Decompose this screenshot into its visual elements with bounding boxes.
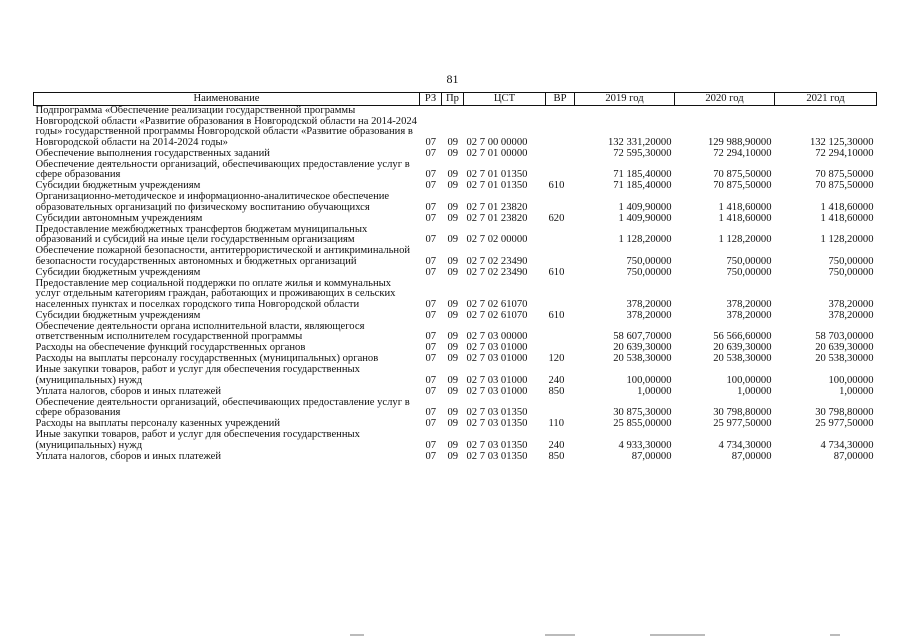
table-row [34, 192, 877, 214]
header-year-2021: 2021 год [775, 93, 877, 106]
cell-name: Расходы на выплаты персоналу государственных (муниципальных) органов [35, 353, 379, 364]
cell-cst: 02 7 01 01350 [466, 180, 528, 191]
cell-rz: 07 [425, 374, 437, 386]
cell-name: Подпрограмма «Обеспечение реализации государственной программы Новгородской области «Развитие образования в Новгородской области на 2014-2024 годы» государственной программы Новгородской области «Развитие образования в Новгородской области на 2014-2024 годы» [35, 105, 417, 148]
cell-2020: 1 418,60000 [718, 212, 772, 224]
cell-vr: 240 [548, 439, 565, 451]
header-year-2020: 2020 год [675, 93, 775, 106]
cell-2019: 378,20000 [626, 309, 672, 321]
table-row [34, 452, 877, 463]
page-number: 81 [446, 72, 459, 86]
cell-name: Уплата налогов, сборов и иных платежей [35, 450, 222, 462]
cell-2021: 132 125,30000 [809, 136, 874, 148]
cell-cst: 02 7 01 01350 [466, 169, 528, 180]
cell-2019: 750,00000 [626, 266, 672, 278]
table-header-row [34, 93, 877, 106]
table-row [34, 149, 877, 160]
header-year-2019: 2019 год [575, 93, 675, 106]
cell-2019: 20 639,30000 [613, 342, 672, 353]
table-row [34, 365, 877, 387]
cell-2019: 72 595,30000 [613, 147, 672, 159]
cell-2021: 70 875,50000 [815, 180, 874, 191]
scan-artifact [830, 634, 840, 636]
budget-table [33, 92, 877, 463]
cell-2021: 378,20000 [828, 309, 874, 321]
cell-2019: 71 185,40000 [613, 169, 672, 180]
cell-rz: 07 [425, 385, 437, 397]
cell-rz: 07 [425, 353, 437, 364]
cell-name: Субсидии бюджетным учреждениям [35, 180, 201, 191]
cell-2021: 30 798,80000 [815, 407, 874, 418]
cell-2020: 129 988,90000 [707, 136, 772, 148]
cell-rz: 07 [425, 309, 437, 321]
cell-name: Уплата налогов, сборов и иных платежей [35, 385, 222, 397]
cell-2019: 71 185,40000 [613, 180, 672, 191]
cell-name: Организационно-методическое и информационно-аналитическое обеспечение образовательных организаций по физическому воспитанию обучающихся [35, 191, 390, 213]
cell-cst: 02 7 01 00000 [466, 147, 528, 159]
table-body [34, 106, 877, 463]
cell-2019: 4 933,30000 [618, 439, 672, 451]
table-row [34, 106, 877, 149]
cell-2021: 20 639,30000 [815, 342, 874, 353]
cell-vr: 240 [548, 374, 565, 386]
table-row [34, 398, 877, 420]
cell-2019: 132 331,20000 [607, 136, 672, 148]
cell-vr [546, 106, 575, 149]
cell-2020: 30 798,80000 [713, 407, 772, 418]
cell-rz: 07 [425, 342, 437, 353]
table-row [34, 279, 877, 311]
cell-name: Обеспечение деятельности организаций, обеспечивающих предоставление услуг в сфере образования [35, 396, 410, 418]
table-row [34, 311, 877, 322]
cell-rz: 07 [425, 147, 437, 159]
cell-vr: 850 [548, 385, 565, 397]
cell-2020: 378,20000 [726, 309, 772, 321]
cell-cst: 02 7 02 61070 [466, 298, 528, 310]
cell-rz: 07 [425, 255, 437, 267]
cell-2021: 72 294,10000 [815, 147, 874, 159]
cell-vr [546, 225, 575, 247]
cell-2020: 70 875,50000 [713, 169, 772, 180]
cell-2020: 70 875,50000 [713, 180, 772, 191]
cell-rz: 07 [425, 407, 437, 418]
cell-rz: 07 [425, 201, 437, 213]
cell-cst: 02 7 03 01000 [466, 342, 528, 353]
cell-2021: 58 703,00000 [815, 331, 874, 342]
header-cst: ЦСТ [464, 93, 546, 106]
cell-2020: 20 639,30000 [713, 342, 772, 353]
cell-vr: 620 [548, 212, 565, 224]
cell-pr: 09 [447, 385, 459, 397]
cell-vr: 610 [548, 180, 565, 191]
cell-name: Иные закупки товаров, работ и услуг для обеспечения государственных (муниципальных) нужд [35, 364, 360, 386]
header-pr: Пр [442, 93, 464, 106]
cell-2020: 87,00000 [731, 450, 772, 462]
cell-pr: 09 [447, 331, 459, 342]
cell-rz: 07 [425, 331, 437, 342]
cell-2019: 1 409,90000 [618, 212, 672, 224]
cell-2019: 25 855,00000 [613, 418, 672, 429]
cell-2020: 25 977,50000 [713, 418, 772, 429]
cell-2019: 378,20000 [626, 298, 672, 310]
cell-2019: 20 538,30000 [613, 353, 672, 364]
cell-2020: 1,00000 [737, 385, 772, 397]
table-row [34, 225, 877, 247]
cell-name: Иные закупки товаров, работ и услуг для обеспечения государственных (муниципальных) нужд [35, 429, 360, 451]
cell-pr: 09 [447, 309, 459, 321]
cell-2019: 87,00000 [631, 450, 672, 462]
cell-vr [546, 322, 575, 344]
cell-vr [546, 398, 575, 420]
cell-name: Обеспечение пожарной безопасности, антитеррористической и антикриминальной безопасности государственных автономных и бюджетных организаций [35, 245, 411, 267]
cell-2021: 4 734,30000 [820, 439, 874, 451]
cell-vr [546, 279, 575, 311]
table-row [34, 387, 877, 398]
cell-2021: 1,00000 [839, 385, 874, 397]
cell-rz: 07 [425, 266, 437, 278]
cell-2019: 100,00000 [626, 374, 672, 386]
cell-2020: 750,00000 [726, 266, 772, 278]
cell-pr: 09 [447, 136, 459, 148]
cell-2019: 750,00000 [626, 255, 672, 267]
cell-rz: 07 [425, 298, 437, 310]
cell-cst: 02 7 03 00000 [466, 331, 528, 342]
cell-vr: 110 [548, 418, 564, 429]
scan-artifact [650, 634, 705, 636]
cell-2019: 1 409,90000 [618, 201, 672, 213]
cell-2020: 378,20000 [726, 298, 772, 310]
cell-rz: 07 [425, 450, 437, 462]
cell-name: Субсидии бюджетным учреждениям [35, 266, 201, 278]
cell-cst: 02 7 03 01350 [466, 407, 528, 418]
cell-2020: 1 418,60000 [718, 201, 772, 213]
cell-cst: 02 7 00 00000 [466, 136, 528, 148]
cell-vr: 610 [548, 266, 565, 278]
cell-rz: 07 [425, 418, 437, 429]
cell-cst: 02 7 01 23820 [466, 201, 528, 213]
cell-name: Расходы на обеспечение функций государственных органов [35, 342, 306, 353]
header-vr: ВР [546, 93, 575, 106]
cell-vr [546, 246, 575, 268]
cell-2021: 750,00000 [828, 266, 874, 278]
cell-2020: 72 294,10000 [713, 147, 772, 159]
cell-pr: 09 [447, 201, 459, 213]
cell-2019: 30 875,30000 [613, 407, 672, 418]
header-name: Наименование [34, 93, 420, 106]
table-row [34, 268, 877, 279]
scan-artifact [545, 634, 575, 636]
cell-pr: 09 [447, 342, 459, 353]
cell-pr: 09 [447, 450, 459, 462]
table-row [34, 214, 877, 225]
cell-2021: 100,00000 [828, 374, 874, 386]
cell-2021: 1 418,60000 [820, 201, 874, 213]
cell-pr: 09 [447, 418, 459, 429]
table-row [34, 430, 877, 452]
cell-name: Субсидии бюджетным учреждениям [35, 309, 201, 321]
cell-cst: 02 7 03 01000 [466, 374, 528, 386]
cell-pr: 09 [447, 266, 459, 278]
cell-vr: 850 [548, 450, 565, 462]
cell-cst: 02 7 03 01350 [466, 418, 528, 429]
cell-vr: 120 [548, 353, 565, 364]
cell-2019: 58 607,70000 [613, 331, 672, 342]
cell-2021: 20 538,30000 [815, 353, 874, 364]
cell-name: Предоставление межбюджетных трансфертов бюджетам муниципальных образований и субсидий на иные цели государственным организациям [35, 223, 368, 245]
cell-cst: 02 7 02 23490 [466, 266, 528, 278]
cell-cst: 02 7 02 00000 [466, 234, 528, 245]
cell-pr: 09 [447, 407, 459, 418]
cell-vr [546, 160, 575, 182]
cell-2021: 1 418,60000 [820, 212, 874, 224]
cell-2021: 1 128,20000 [820, 234, 874, 245]
cell-pr: 09 [447, 147, 459, 159]
cell-2021: 87,00000 [833, 450, 874, 462]
cell-cst: 02 7 02 23490 [466, 255, 528, 267]
cell-2020: 1 128,20000 [718, 234, 772, 245]
scan-artifact [350, 634, 364, 636]
cell-rz: 07 [425, 234, 437, 245]
cell-pr: 09 [447, 212, 459, 224]
cell-vr: 610 [548, 309, 565, 321]
cell-2020: 100,00000 [726, 374, 772, 386]
cell-cst: 02 7 02 61070 [466, 309, 528, 321]
cell-2020: 750,00000 [726, 255, 772, 267]
cell-pr: 09 [447, 255, 459, 267]
cell-2021: 25 977,50000 [815, 418, 874, 429]
cell-vr [546, 149, 575, 160]
cell-cst: 02 7 03 01000 [466, 353, 528, 364]
cell-name: Предоставление мер социальной поддержки по оплате жилья и коммунальных услуг отдельным категориям граждан, работающих и проживающих в сельских населенных пунктах и поселках городского типа Новгородской области [35, 277, 396, 310]
cell-rz: 07 [425, 180, 437, 191]
cell-name: Обеспечение выполнения государственных заданий [35, 147, 270, 159]
cell-2019: 1,00000 [637, 385, 672, 397]
cell-pr: 09 [447, 234, 459, 245]
cell-2019: 1 128,20000 [618, 234, 672, 245]
cell-2020: 20 538,30000 [713, 353, 772, 364]
cell-pr: 09 [447, 353, 459, 364]
header-rz: РЗ [420, 93, 442, 106]
cell-cst: 02 7 03 01000 [466, 385, 528, 397]
cell-name: Расходы на выплаты персоналу казенных учреждений [35, 418, 280, 429]
cell-2020: 4 734,30000 [718, 439, 772, 451]
cell-vr [546, 192, 575, 214]
cell-pr: 09 [447, 439, 459, 451]
cell-2021: 750,00000 [828, 255, 874, 267]
cell-cst: 02 7 03 01350 [466, 439, 528, 451]
cell-cst: 02 7 01 23820 [466, 212, 528, 224]
cell-rz: 07 [425, 439, 437, 451]
cell-name: Субсидии автономным учреждениям [35, 212, 203, 224]
cell-2021: 378,20000 [828, 298, 874, 310]
table-row [34, 322, 877, 344]
cell-name: Обеспечение деятельности органа исполнительной власти, являющегося ответственным исполнителем государственной программы [35, 320, 365, 342]
cell-pr: 09 [447, 374, 459, 386]
cell-pr: 09 [447, 180, 459, 191]
cell-2021: 70 875,50000 [815, 169, 874, 180]
table-row [34, 160, 877, 182]
table-row [34, 246, 877, 268]
cell-rz: 07 [425, 169, 437, 180]
cell-pr: 09 [447, 169, 459, 180]
cell-rz: 07 [425, 136, 437, 148]
cell-rz: 07 [425, 212, 437, 224]
cell-pr: 09 [447, 298, 459, 310]
cell-cst: 02 7 03 01350 [466, 450, 528, 462]
cell-2020: 56 566,60000 [713, 331, 772, 342]
cell-name: Обеспечение деятельности организаций, обеспечивающих предоставление услуг в сфере образования [35, 158, 410, 180]
